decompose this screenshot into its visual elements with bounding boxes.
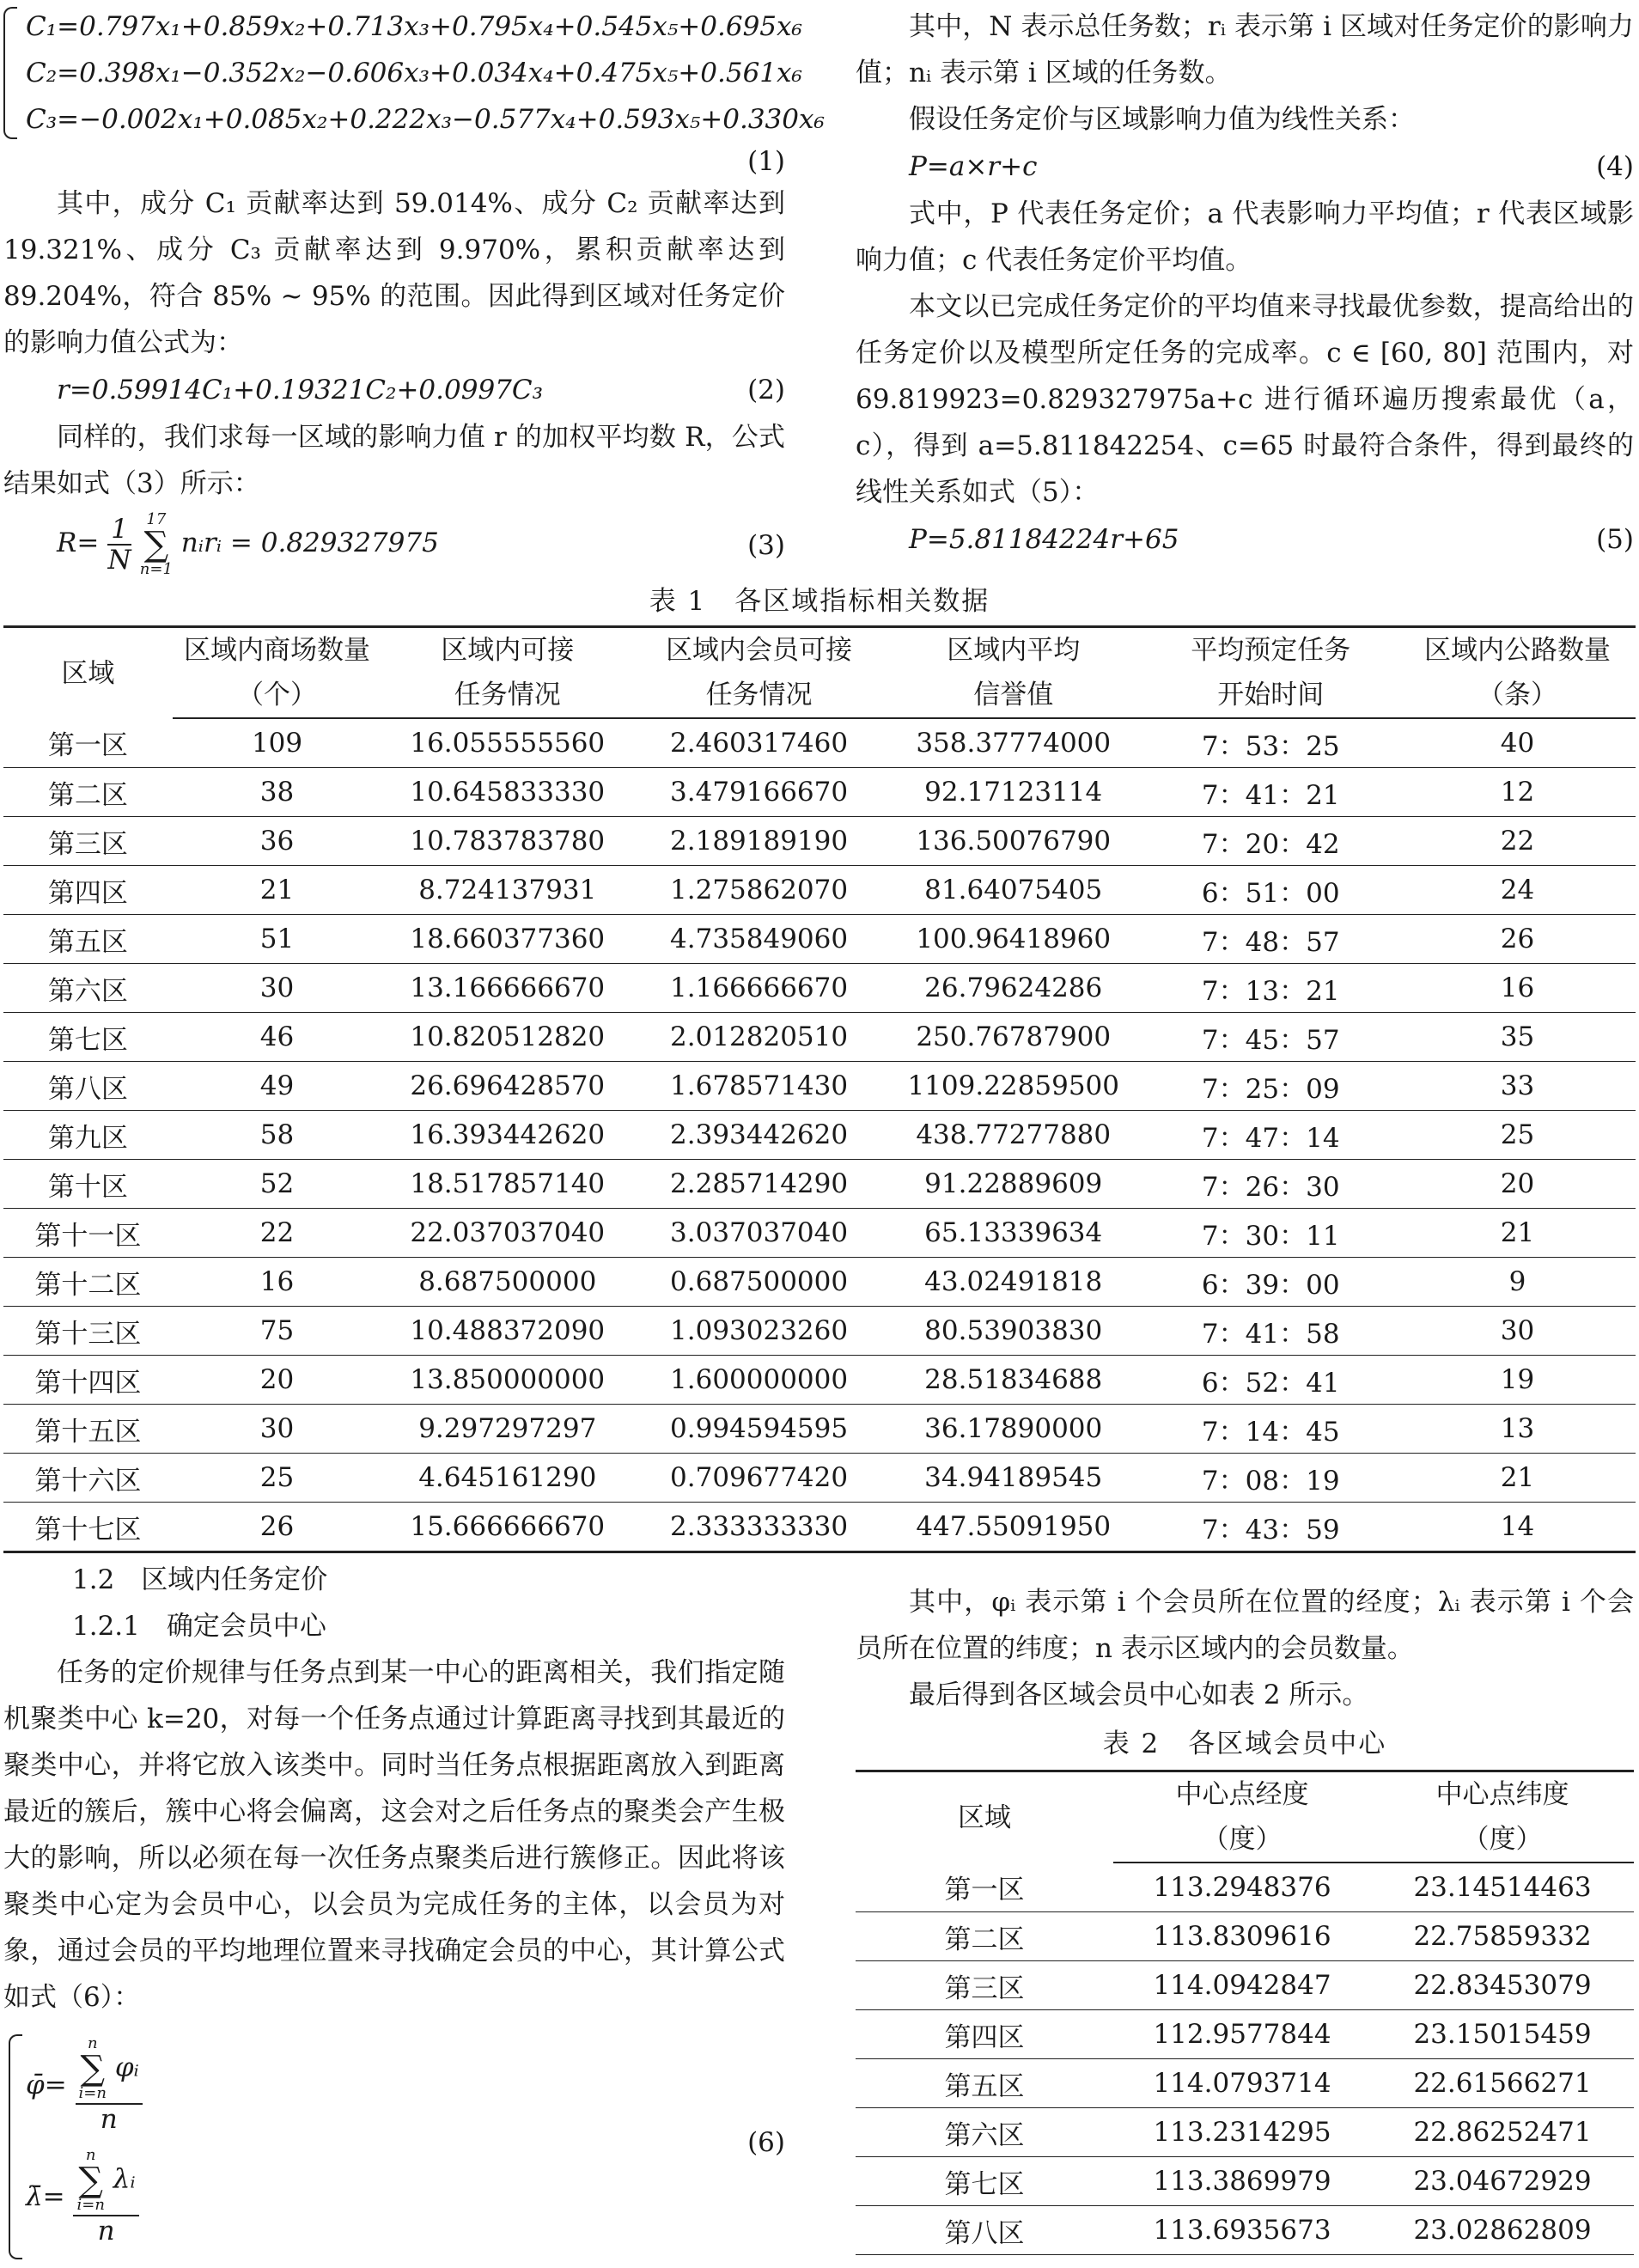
table1-header-sub: 任务情况 <box>381 673 633 718</box>
paragraph-weighted-average: 同样的，我们求每一区域的影响力值 r 的加权平均数 R，公式结果如式（3）所示： <box>3 422 785 499</box>
equation-number-6: (6) <box>747 2127 785 2158</box>
table-cell: 第八区 <box>856 2206 1113 2255</box>
table-row <box>856 2108 1634 2157</box>
table-row <box>856 2157 1634 2206</box>
table-cell: 51 <box>173 915 382 964</box>
table-cell: 19 <box>1399 1356 1636 1405</box>
table-cell: 58 <box>173 1111 382 1160</box>
table2 <box>856 1770 1634 2255</box>
table1-header-row-1 <box>3 627 1636 674</box>
table-cell: 100.96418960 <box>885 915 1142 964</box>
table-cell: 26 <box>173 1503 382 1552</box>
paragraph-linear-assumption: 假设任务定价与区域影响力值为线性关系： <box>909 104 1415 135</box>
paragraph-notation: 其中，N 表示总任务数；rᵢ 表示第 i 区域对任务定价的影响力值；nᵢ 表示第 i 区域的任务数。 <box>856 11 1634 88</box>
paragraph-phi-lambda: 其中，φᵢ 表示第 i 个会员所在位置的经度；λᵢ 表示第 i 个会员所在位置的纬度；n 表示区域内的会员数量。 <box>856 1587 1634 1664</box>
table-cell: 136.50076790 <box>885 817 1142 866</box>
table-row <box>3 915 1636 964</box>
equation-3-rhs: nᵢrᵢ = 0.829327975 <box>180 527 439 558</box>
table-cell: 21 <box>1399 1454 1636 1503</box>
eq6-phi-term: φᵢ <box>114 2052 139 2083</box>
equation-5-body: P=5.81184224r+65 <box>909 524 1179 555</box>
table-cell: 第二区 <box>3 768 173 817</box>
table-cell: 第五区 <box>856 2059 1113 2108</box>
table-cell: 2.012820510 <box>633 1013 885 1062</box>
table-cell: 438.77277880 <box>885 1111 1142 1160</box>
table1-header: 平均预定任务 <box>1142 627 1399 674</box>
equation-3-fraction <box>107 515 131 575</box>
table-cell: 10.820512820 <box>381 1013 633 1062</box>
table-cell: 112.9577844 <box>1113 2010 1371 2059</box>
equation-c3: C₃=−0.002x₁+0.085x₂+0.222x₃−0.577x₄+0.593x₅+0.330x₆ <box>26 104 825 135</box>
table-cell: 6：52：41 <box>1142 1356 1399 1405</box>
right-column-bottom <box>856 1579 1634 1770</box>
table-row <box>3 1454 1636 1503</box>
table-cell: 第十四区 <box>3 1356 173 1405</box>
table-row <box>3 817 1636 866</box>
table2-header: 中心点经度 <box>1113 1771 1371 1818</box>
table1 <box>3 625 1636 1553</box>
table-cell: 第五区 <box>3 915 173 964</box>
equation-4 <box>856 143 1634 191</box>
table-cell: 7：47：14 <box>1142 1111 1399 1160</box>
table2-header-row-1 <box>856 1771 1634 1818</box>
section-heading-1-2: 1.2 区域内任务定价 <box>72 1564 328 1595</box>
table-row <box>856 1863 1634 1912</box>
table-cell: 46 <box>173 1013 382 1062</box>
table-cell: 第二区 <box>856 1912 1113 1961</box>
table-cell: 7：41：21 <box>1142 768 1399 817</box>
table-cell: 30 <box>173 1405 382 1454</box>
table-row <box>856 1912 1634 1961</box>
right-column-top <box>856 3 1634 564</box>
sum-lower-limit: n=1 <box>139 559 173 578</box>
table-cell: 12 <box>1399 768 1636 817</box>
paragraph-variable-definitions: 式中，P 代表任务定价；a 代表影响力平均值；r 代表区域影响力值；c 代表任务定价平均值。 <box>856 198 1634 276</box>
table-cell: 25 <box>173 1454 382 1503</box>
table-cell: 第十五区 <box>3 1405 173 1454</box>
table-cell: 7：08：19 <box>1142 1454 1399 1503</box>
table-cell: 第十区 <box>3 1160 173 1209</box>
table-cell: 第一区 <box>856 1863 1113 1912</box>
equation-2-body: r=0.59914C₁+0.19321C₂+0.0997C₃ <box>57 375 544 405</box>
table-cell: 18.517857140 <box>381 1160 633 1209</box>
table1-header-row-2 <box>3 673 1636 718</box>
table-cell: 0.709677420 <box>633 1454 885 1503</box>
table1-header: 区域内公路数量 <box>1399 627 1636 674</box>
paragraph-member-center: 任务的定价规律与任务点到某一中心的距离相关，我们指定随机聚类中心 k=20，对每一个任务点通过计算距离寻找到其最近的聚类中心，并将它放入该类中。同时当任务点根据距离放入到距离最近的簇后，簇中心将会偏离，这会对之后任务点的聚类会产生极大的影响，所以必须在每一次任务点聚类后进行簇修正。因此将该聚类中心定为会员中心，以会员为完成任务的主体，以会员为对象，通过会员的平均地理位置来寻找确定会员的中心，其计算公式如式（6）： <box>3 1657 785 2013</box>
table-cell: 1.166666670 <box>633 964 885 1013</box>
table-cell: 113.2314295 <box>1113 2108 1371 2157</box>
table-cell: 3.037037040 <box>633 1209 885 1258</box>
table-cell: 22 <box>1399 817 1636 866</box>
table-cell: 22.61566271 <box>1371 2059 1634 2108</box>
table-row <box>3 1160 1636 1209</box>
table1-header-sub: 信誉值 <box>885 673 1142 718</box>
table-cell: 2.189189190 <box>633 817 885 866</box>
eq6-phi-numerator <box>76 2036 143 2105</box>
table-cell: 第七区 <box>3 1013 173 1062</box>
table-cell: 第三区 <box>856 1961 1113 2010</box>
table1-header-sub: 开始时间 <box>1142 673 1399 718</box>
table-cell: 10.645833330 <box>381 768 633 817</box>
eq6-lambda-term: λᵢ <box>113 2163 136 2195</box>
table2-body <box>856 1863 1634 2255</box>
table-cell: 10.783783780 <box>381 817 633 866</box>
table-cell: 6：51：00 <box>1142 866 1399 915</box>
table-cell: 1.600000000 <box>633 1356 885 1405</box>
table1-header: 区域内商场数量 <box>173 627 382 674</box>
eq6-lambda-sum <box>76 2148 104 2213</box>
equation-3-denominator: N <box>107 544 131 576</box>
table-cell: 13 <box>1399 1405 1636 1454</box>
table1-header: 区域内平均 <box>885 627 1142 674</box>
section-heading-1-2-1: 1.2.1 确定会员中心 <box>72 1611 326 1642</box>
table-cell: 1.093023260 <box>633 1307 885 1356</box>
table-cell: 38 <box>173 768 382 817</box>
table-cell: 7：43：59 <box>1142 1503 1399 1552</box>
table1-header: 区域内可接 <box>381 627 633 674</box>
equation-5 <box>856 515 1634 564</box>
equation-number-2: (2) <box>747 375 785 405</box>
table-cell: 109 <box>173 718 382 768</box>
eq6-phi-lhs: φ̄= <box>26 2070 67 2100</box>
table-cell: 92.17123114 <box>885 768 1142 817</box>
eq6-phi-fraction <box>76 2036 143 2134</box>
table-cell: 18.660377360 <box>381 915 633 964</box>
table-cell: 2.460317460 <box>633 718 885 768</box>
table-cell: 7：30：11 <box>1142 1209 1399 1258</box>
table-cell: 91.22889609 <box>885 1160 1142 1209</box>
left-column-bottom <box>3 1557 785 2265</box>
table-cell: 9 <box>1399 1258 1636 1307</box>
table-cell: 24 <box>1399 866 1636 915</box>
table-cell: 30 <box>173 964 382 1013</box>
table-row <box>3 1062 1636 1111</box>
table-cell: 0.687500000 <box>633 1258 885 1307</box>
equation-2 <box>3 366 785 414</box>
table-cell: 10.488372090 <box>381 1307 633 1356</box>
table-cell: 8.687500000 <box>381 1258 633 1307</box>
table-cell: 7：26：30 <box>1142 1160 1399 1209</box>
equation-6 <box>3 2027 785 2265</box>
table-cell: 3.479166670 <box>633 768 885 817</box>
table-cell: 15.666666670 <box>381 1503 633 1552</box>
table-cell: 4.645161290 <box>381 1454 633 1503</box>
table-cell: 7：14：45 <box>1142 1405 1399 1454</box>
table2-caption: 表 2 各区域会员中心 <box>1102 1728 1387 1759</box>
equation-3-lhs: R= <box>57 527 100 558</box>
table-row <box>3 1209 1636 1258</box>
table-cell: 40 <box>1399 718 1636 768</box>
table-cell: 2.333333330 <box>633 1503 885 1552</box>
table-cell: 22.037037040 <box>381 1209 633 1258</box>
table-cell: 1.678571430 <box>633 1062 885 1111</box>
table-cell: 第八区 <box>3 1062 173 1111</box>
table-row <box>3 1356 1636 1405</box>
table-cell: 第四区 <box>3 866 173 915</box>
table-cell: 0.994594595 <box>633 1405 885 1454</box>
table-cell: 23.04672929 <box>1371 2157 1634 2206</box>
table2-header-region: 区域 <box>856 1771 1113 1863</box>
table-row <box>856 2206 1634 2255</box>
table1-header-sub: （个） <box>173 673 382 718</box>
equation-c2: C₂=0.398x₁−0.352x₂−0.606x₃+0.034x₄+0.475x₅+0.561x₆ <box>26 58 802 88</box>
table-cell: 16.055555560 <box>381 718 633 768</box>
equation-system-1 <box>3 3 825 143</box>
table-cell: 16 <box>173 1258 382 1307</box>
eq6-lambda-fraction <box>73 2148 138 2246</box>
table-cell: 34.94189545 <box>885 1454 1142 1503</box>
table-cell: 22 <box>173 1209 382 1258</box>
table-cell: 75 <box>173 1307 382 1356</box>
table-cell: 113.6935673 <box>1113 2206 1371 2255</box>
table-cell: 114.0793714 <box>1113 2059 1371 2108</box>
table-cell: 23.15015459 <box>1371 2010 1634 2059</box>
table-cell: 36.17890000 <box>885 1405 1142 1454</box>
table-cell: 第六区 <box>856 2108 1113 2157</box>
table-row <box>856 2059 1634 2108</box>
table-cell: 第十三区 <box>3 1307 173 1356</box>
table-row <box>856 1961 1634 2010</box>
paragraph-contribution: 其中，成分 C₁ 贡献率达到 59.014%、成分 C₂ 贡献率达到 19.321%、成分 C₃ 贡献率达到 9.970%，累积贡献率达到 89.204%，符合 85% ~ 95% 的范围。因此得到区域对任务定价的影响力值公式为： <box>3 188 785 358</box>
table1-header: 区域内会员可接 <box>633 627 885 674</box>
eq6-sum-top: n <box>87 2034 98 2052</box>
table2-header-sub: （度） <box>1113 1817 1371 1863</box>
table-cell: 第四区 <box>856 2010 1113 2059</box>
table-cell: 21 <box>173 866 382 915</box>
table-cell: 1.275862070 <box>633 866 885 915</box>
table-cell: 4.735849060 <box>633 915 885 964</box>
table-cell: 26.79624286 <box>885 964 1142 1013</box>
table-row <box>856 2010 1634 2059</box>
table-cell: 23.02862809 <box>1371 2206 1634 2255</box>
table-cell: 33 <box>1399 1062 1636 1111</box>
table2-header: 中心点纬度 <box>1371 1771 1634 1818</box>
eq6-lambda <box>26 2148 139 2246</box>
table-cell: 20 <box>173 1356 382 1405</box>
table-cell: 7：41：58 <box>1142 1307 1399 1356</box>
table-row <box>3 718 1636 768</box>
equation-number-3: (3) <box>747 530 785 561</box>
table1-header-sub: 任务情况 <box>633 673 885 718</box>
table1-header-sub: （条） <box>1399 673 1636 718</box>
equation-3-summation <box>139 509 173 578</box>
table-cell: 52 <box>173 1160 382 1209</box>
table-cell: 65.13339634 <box>885 1209 1142 1258</box>
table-cell: 23.14514463 <box>1371 1863 1634 1912</box>
eq6-sum-top: n <box>85 2146 96 2164</box>
table-cell: 447.55091950 <box>885 1503 1142 1552</box>
table-cell: 7：13：21 <box>1142 964 1399 1013</box>
table-cell: 26 <box>1399 915 1636 964</box>
table1-caption: 表 1 各区域指标相关数据 <box>649 586 990 617</box>
table-cell: 22.86252471 <box>1371 2108 1634 2157</box>
table-cell: 2.285714290 <box>633 1160 885 1209</box>
table-cell: 28.51834688 <box>885 1356 1142 1405</box>
table-cell: 30 <box>1399 1307 1636 1356</box>
eq6-phi-sum <box>79 2036 107 2101</box>
paragraph-table2-ref: 最后得到各区域会员中心如表 2 所示。 <box>909 1680 1369 1710</box>
table-cell: 25 <box>1399 1111 1636 1160</box>
eq6-sum-bottom: i=n <box>76 2196 105 2214</box>
table-cell: 22.83453079 <box>1371 1961 1634 2010</box>
table-cell: 第九区 <box>3 1111 173 1160</box>
table-row <box>3 1013 1636 1062</box>
table-cell: 35 <box>1399 1013 1636 1062</box>
table-cell: 第一区 <box>3 718 173 768</box>
table-cell: 81.64075405 <box>885 866 1142 915</box>
table-cell: 49 <box>173 1062 382 1111</box>
table-cell: 16.393442620 <box>381 1111 633 1160</box>
table-cell: 第三区 <box>3 817 173 866</box>
eq6-lambda-numerator <box>73 2148 138 2216</box>
table-cell: 113.2948376 <box>1113 1863 1371 1912</box>
table-row <box>3 1503 1636 1552</box>
equation-c1: C₁=0.797x₁+0.859x₂+0.713x₃+0.795x₄+0.545x₅+0.695x₆ <box>26 11 802 42</box>
equation-3 <box>3 507 785 579</box>
sigma-icon: ∑ <box>80 2049 106 2088</box>
table-cell: 36 <box>173 817 382 866</box>
left-column-top <box>3 3 825 579</box>
table-cell: 114.0942847 <box>1113 1961 1371 2010</box>
table-cell: 7：20：42 <box>1142 817 1399 866</box>
equation-number-5: (5) <box>1596 524 1634 555</box>
table-cell: 250.76787900 <box>885 1013 1142 1062</box>
table-cell: 6：39：00 <box>1142 1258 1399 1307</box>
equation-3-numerator: 1 <box>107 515 131 546</box>
eq6-phi <box>26 2036 143 2134</box>
sum-upper-limit: 17 <box>146 509 167 528</box>
table-cell: 21 <box>1399 1209 1636 1258</box>
table-cell: 7：25：09 <box>1142 1062 1399 1111</box>
eq6-brace <box>9 2034 22 2259</box>
eq6-lambda-denominator: n <box>97 2216 115 2247</box>
table-cell: 14 <box>1399 1503 1636 1552</box>
table-cell: 358.37774000 <box>885 718 1142 768</box>
table-cell: 43.02491818 <box>885 1258 1142 1307</box>
table-cell: 第十七区 <box>3 1503 173 1552</box>
table-cell: 80.53903830 <box>885 1307 1142 1356</box>
paragraph-optimal-search: 本文以已完成任务定价的平均值来寻找最优参数，提高给出的任务定价以及模型所定任务的完成率。c ∈ [60, 80] 范围内，对 69.819923=0.829327975a+c 进行循环遍历搜索最优（a，c），得到 a=5.811842254、c=65 时最符合条件，得到最终的线性关系如式（5）： <box>856 291 1634 508</box>
table1-header-region: 区域 <box>3 627 173 719</box>
table-cell: 13.166666670 <box>381 964 633 1013</box>
table-cell: 26.696428570 <box>381 1062 633 1111</box>
sigma-icon: ∑ <box>143 524 169 564</box>
table-row <box>3 1111 1636 1160</box>
table-row <box>3 1405 1636 1454</box>
table-cell: 7：48：57 <box>1142 915 1399 964</box>
table-cell: 第六区 <box>3 964 173 1013</box>
eq6-sum-bottom: i=n <box>78 2084 107 2102</box>
table1-body <box>3 718 1636 1552</box>
table-row <box>3 866 1636 915</box>
left-brace <box>3 7 17 139</box>
table-cell: 113.3869979 <box>1113 2157 1371 2206</box>
table-row <box>3 768 1636 817</box>
table-cell: 第七区 <box>856 2157 1113 2206</box>
eq6-phi-denominator: n <box>100 2104 118 2135</box>
table-cell: 1109.22859500 <box>885 1062 1142 1111</box>
table-cell: 第十一区 <box>3 1209 173 1258</box>
table-cell: 22.75859332 <box>1371 1912 1634 1961</box>
equation-number-4: (4) <box>1596 151 1634 182</box>
table-cell: 第十二区 <box>3 1258 173 1307</box>
table-cell: 2.393442620 <box>633 1111 885 1160</box>
table-cell: 7：45：57 <box>1142 1013 1399 1062</box>
table-cell: 9.297297297 <box>381 1405 633 1454</box>
equation-number-1: (1) <box>747 146 785 177</box>
equation-4-body: P=a×r+c <box>909 151 1038 182</box>
table-row <box>3 1258 1636 1307</box>
table-cell: 16 <box>1399 964 1636 1013</box>
table-cell: 113.8309616 <box>1113 1912 1371 1961</box>
table-row <box>3 964 1636 1013</box>
eq6-lambda-lhs: λ̄= <box>26 2181 65 2212</box>
table2-header-sub: （度） <box>1371 1817 1634 1863</box>
table-cell: 第十六区 <box>3 1454 173 1503</box>
table-row <box>3 1307 1636 1356</box>
table-cell: 7：53：25 <box>1142 718 1399 768</box>
table-cell: 20 <box>1399 1160 1636 1209</box>
sigma-icon: ∑ <box>78 2161 103 2200</box>
table-cell: 8.724137931 <box>381 866 633 915</box>
table-cell: 13.850000000 <box>381 1356 633 1405</box>
